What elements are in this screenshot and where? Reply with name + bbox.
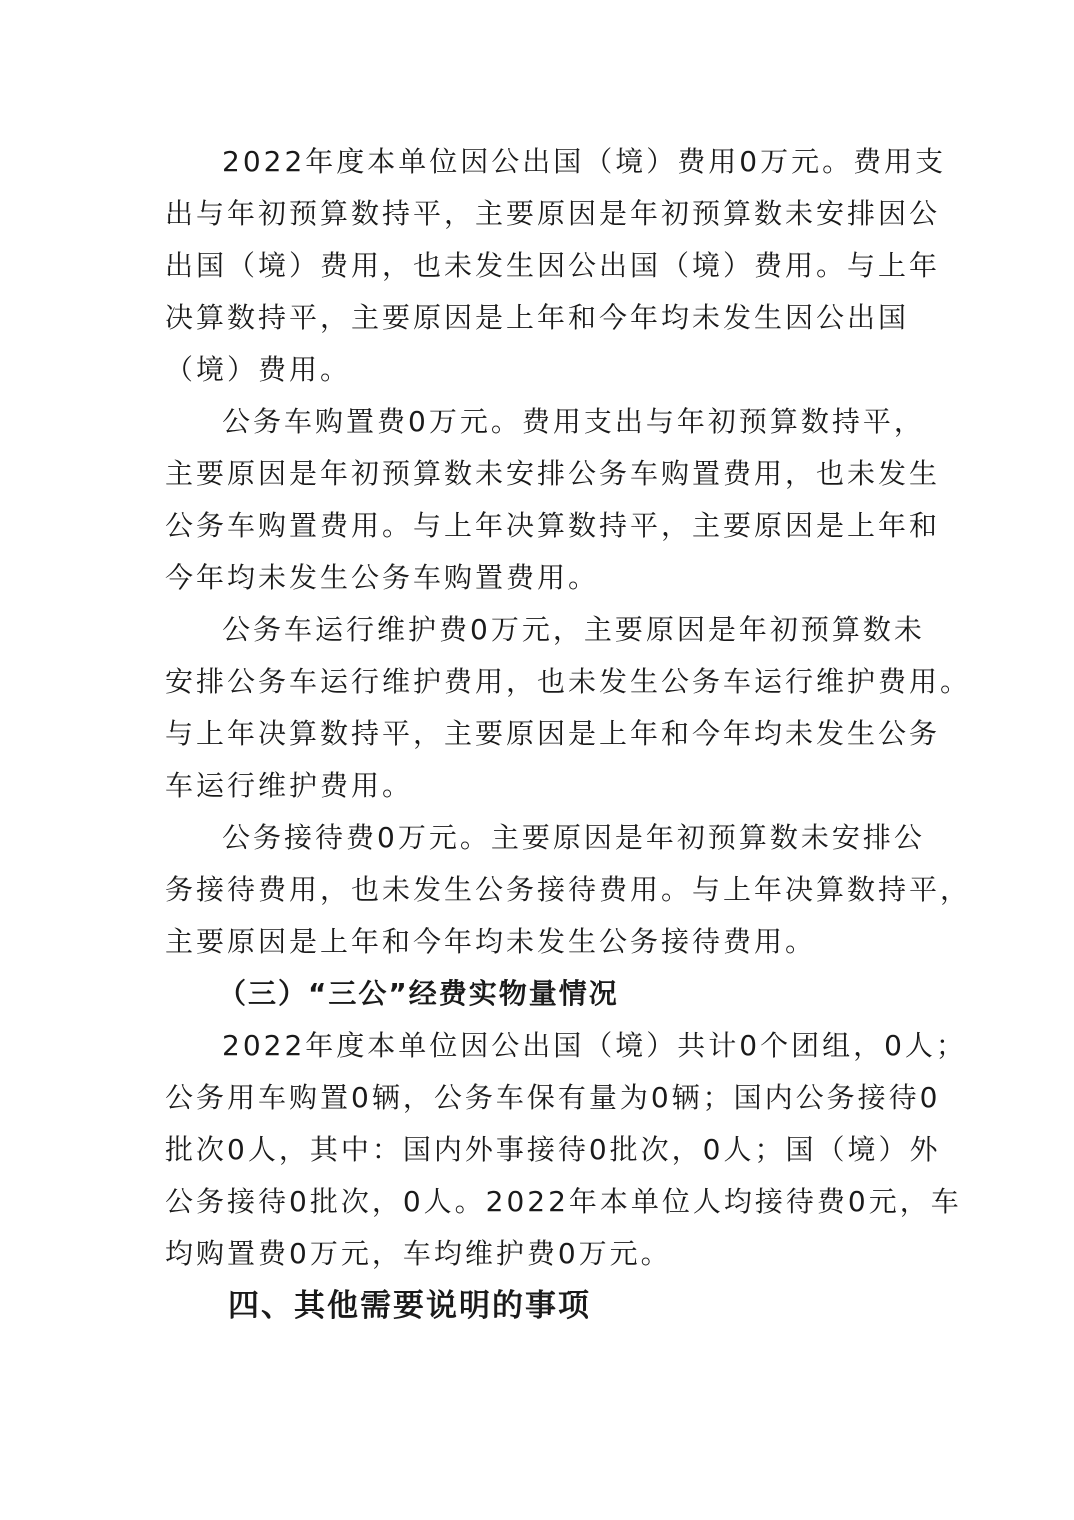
paragraph-line: 批次0人，其中：国内外事接待0批次，0人；国（境）外 [165,1133,941,1166]
paragraph-line: 2022年度本单位因公出国（境）费用0万元。费用支 [222,145,947,178]
sub-heading: （三）“三公”经费实物量情况 [218,977,619,1010]
paragraph-line: 均购置费0万元，车均维护费0万元。 [165,1237,672,1270]
paragraph-line: 公务车运行维护费0万元，主要原因是年初预算数未 [222,613,925,646]
paragraph-line: 2022年度本单位因公出国（境）共计0个团组，0人； [222,1029,967,1062]
paragraph-line: 决算数持平，主要原因是上年和今年均未发生因公出国 [165,301,910,334]
paragraph-line: 车运行维护费用。 [165,769,414,802]
paragraph-line: 务接待费用，也未发生公务接待费用。与上年决算数持平， [165,873,972,906]
paragraph-line: 公务车购置费0万元。费用支出与年初预算数持平， [222,405,925,438]
paragraph-line: 今年均未发生公务车购置费用。 [165,561,600,594]
paragraph-line: 出与年初预算数持平，主要原因是年初预算数未安排因公 [165,197,941,230]
paragraph-line: 公务接待0批次，0人。2022年本单位人均接待费0元，车 [165,1185,962,1218]
paragraph-line: 公务接待费0万元。主要原因是年初预算数未安排公 [222,821,925,854]
paragraph-line: 安排公务车运行维护费用，也未发生公务车运行维护费用。 [165,665,972,698]
paragraph-line: 公务用车购置0辆，公务车保有量为0辆；国内公务接待0 [165,1081,941,1114]
paragraph-line: 主要原因是上年和今年均未发生公务接待费用。 [165,925,817,958]
paragraph-line: 公务车购置费用。与上年决算数持平，主要原因是上年和 [165,509,941,542]
paragraph-line: 与上年决算数持平，主要原因是上年和今年均未发生公务 [165,717,941,750]
section-heading: 四、其他需要说明的事项 [228,1288,591,1324]
paragraph-line: （境）费用。 [165,353,352,386]
paragraph-line: 出国（境）费用，也未发生因公出国（境）费用。与上年 [165,249,941,282]
paragraph-line: 主要原因是年初预算数未安排公务车购置费用，也未发生 [165,457,941,490]
